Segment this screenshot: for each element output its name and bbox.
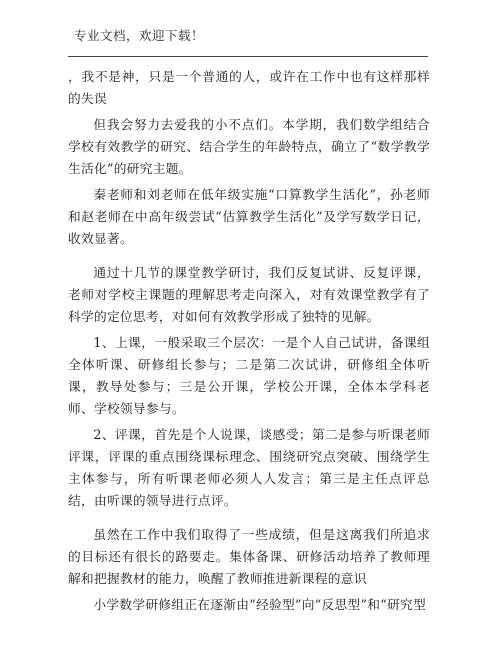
document-header: 专业文档，欢迎下载！: [74, 28, 205, 43]
header-divider: [68, 56, 428, 57]
paragraph-2: 但我会努力去爱我的小不点们。本学期，我们数学组结合学校有效教学的研究、结合学生的年龄特点，确立了“数学教学生活化”的研究主题。: [68, 117, 430, 176]
paragraph-8: 小学数学研修组正在逐渐由“经验型”向“反思型”和“研究型: [93, 597, 427, 612]
paragraph-1: ，我不是神，只是一个普通的人，或许在工作中也有这样那样的失误: [68, 69, 430, 106]
paragraph-7: 虽然在工作中我们取得了一些成绩，但是这离我们所追求的目标还有很长的路要走。集体备课、研修活动培养了教师理解和把握教材的能力，唤醒了教师推进新课程的意识: [68, 527, 430, 586]
paragraph-6: 2、评课，首先是个人说课，谈感受；第二是参与听课老师评课，评课的重点围绕课标理念、围绕研究点突破、围绕学生主体参与，所有听课老师必须人人发言；第三是主任点评总结，由听课的领导进行点评。: [68, 427, 430, 508]
paragraph-5: 1、上课，一般采取三个层次：一是个人自己试讲，备课组全体听课、研修组长参与；二是第二次试讲，研修组全体听课，教导处参与；三是公开课，学校公开课，全体本学科老师、学校领导参与。: [68, 335, 430, 416]
paragraph-3: 秦老师和刘老师在低年级实施“口算教学生活化”，孙老师和赵老师在中高年级尝试“估算教学生活化”及学写数学日记，收效显著。: [68, 187, 430, 246]
paragraph-4: 通过十几节的课堂教学研讨，我们反复试讲、反复评课，老师对学校主课题的理解思考走向深入，对有效课堂教学有了科学的定位思考，对如何有效教学形成了独特的见解。: [68, 265, 430, 324]
document-body: [68, 66, 430, 616]
